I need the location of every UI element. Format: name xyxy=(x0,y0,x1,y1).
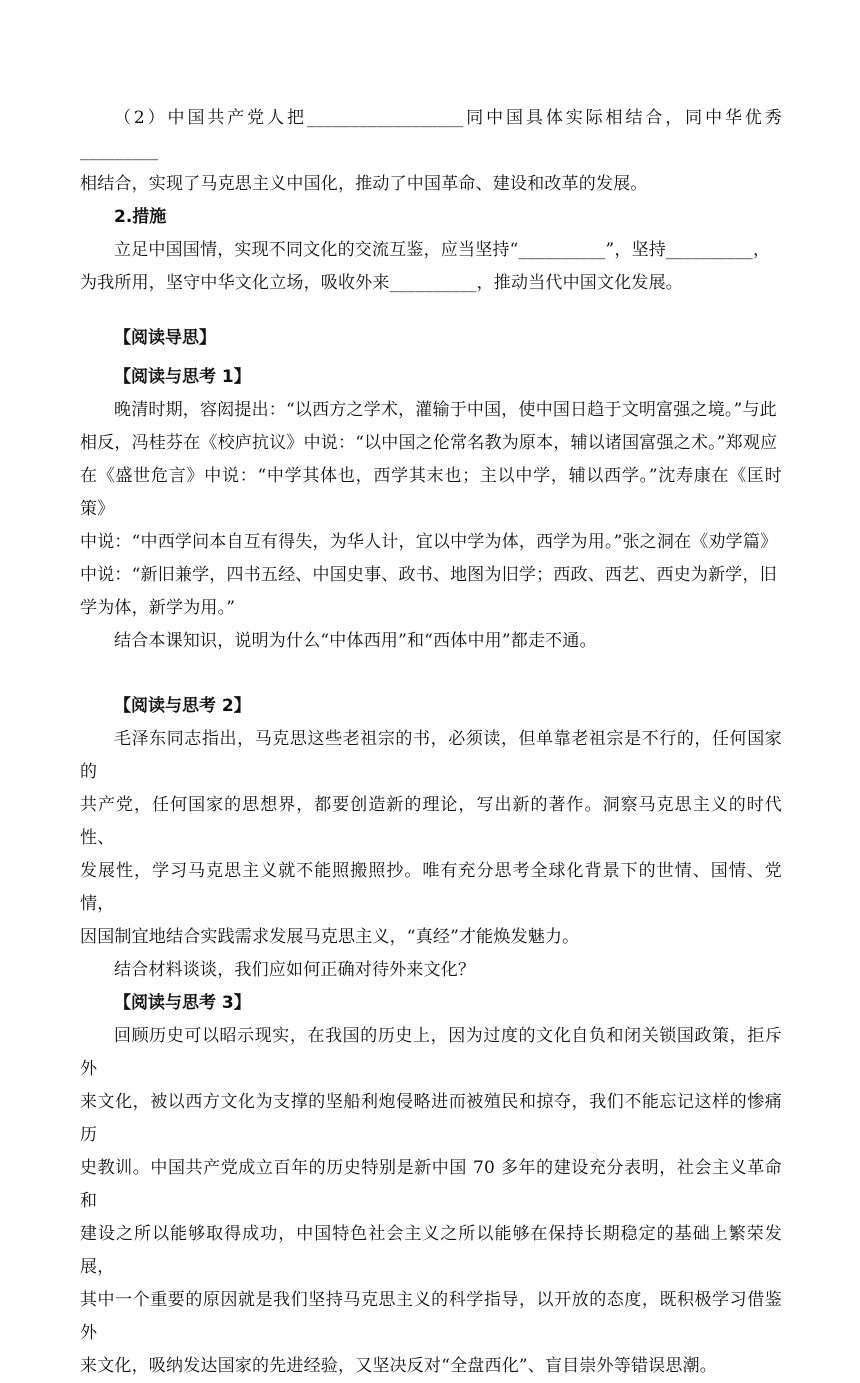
reading2-title: 【阅读与思考 2】 xyxy=(114,696,251,716)
reading3-line: 回顾历史可以昭示现实，在我国的历史上，因为过度的文化自负和闭关锁国政策，拒斥外 xyxy=(80,1026,782,1079)
reading-guide-title: 【阅读导思】 xyxy=(114,328,216,348)
reading3-title: 【阅读与思考 3】 xyxy=(114,993,251,1013)
fill-blank-line: 为我所用，坚守中华文化立场，吸收外来__________，推动当代中国文化发展。 xyxy=(80,273,683,293)
reading3-line: 建设之所以能够取得成功，中国特色社会主义之所以能够在保持长期稳定的基础上繁荣发展， xyxy=(80,1224,782,1277)
reading1-line: 晚清时期，容闳提出：“以西方之学术，灌输于中国，使中国日趋于文明富强之境。”与此 xyxy=(114,400,777,420)
reading1-line: 在《盛世危言》中说：“中学其体也，西学其末也；主以中学，辅以西学。”沈寿康在《匡时策》 xyxy=(80,466,782,519)
reading1-line: 中说：“中西学问本自互有得失，为华人计，宜以中学为体，西学为用。”张之洞在《劝学篇》 xyxy=(80,532,778,552)
reading3-line: 来文化，吸纳发达国家的先进经验，又坚决反对“全盘西化”、盲目崇外等错误思潮。 xyxy=(80,1356,717,1376)
reading2-question: 结合材料谈谈，我们应如何正确对待外来文化？ xyxy=(114,960,476,980)
document-page xyxy=(80,102,782,1383)
reading1-title: 【阅读与思考 1】 xyxy=(114,367,251,387)
reading1-question: 结合本课知识，说明为什么“中体西用”和“西体中用”都走不通。 xyxy=(114,631,597,651)
fill-blank-line: 相结合，实现了马克思主义中国化，推动了中国革命、建设和改革的发展。 xyxy=(80,174,648,194)
fill-blank-line: （2）中国共产党人把__________________同中国具体实际相结合，同中华优秀_________ xyxy=(80,108,782,161)
reading2-line: 因国制宜地结合实践需求发展马克思主义，“真经”才能焕发魅力。 xyxy=(80,927,580,947)
fill-blank-line: 立足中国国情，实现不同文化的交流互鉴，应当坚持“__________”，坚持__________， xyxy=(114,240,771,260)
section-heading-measures: 2.措施 xyxy=(114,207,167,227)
reading2-line: 发展性，学习马克思主义就不能照搬照抄。唯有充分思考全球化背景下的世情、国情、党情， xyxy=(80,861,782,914)
reading3-line: 其中一个重要的原因就是我们坚持马克思主义的科学指导，以开放的态度，既积极学习借鉴外 xyxy=(80,1290,782,1343)
reading1-line: 中说：“新旧兼学，四书五经、中国史事、政书、地图为旧学；西政、西艺、西史为新学，旧 xyxy=(80,565,777,585)
reading3-line: 来文化，被以西方文化为支撑的坚船利炮侵略进而被殖民和掠夺，我们不能忘记这样的惨痛历 xyxy=(80,1092,782,1145)
reading3-line: 史教训。中国共产党成立百年的历史特别是新中国 70 多年的建设充分表明，社会主义革命和 xyxy=(80,1158,782,1211)
reading1-line: 相反，冯桂芬在《校庐抗议》中说：“以中国之伦常名教为原本，辅以诸国富强之术。”郑观应 xyxy=(80,433,778,453)
reading2-line: 毛泽东同志指出，马克思这些老祖宗的书，必须读，但单靠老祖宗是不行的，任何国家的 xyxy=(80,729,782,782)
reading2-line: 共产党，任何国家的思想界，都要创造新的理论，写出新的著作。洞察马克思主义的时代性、 xyxy=(80,795,782,848)
reading1-line: 学为体，新学为用。” xyxy=(80,598,236,618)
